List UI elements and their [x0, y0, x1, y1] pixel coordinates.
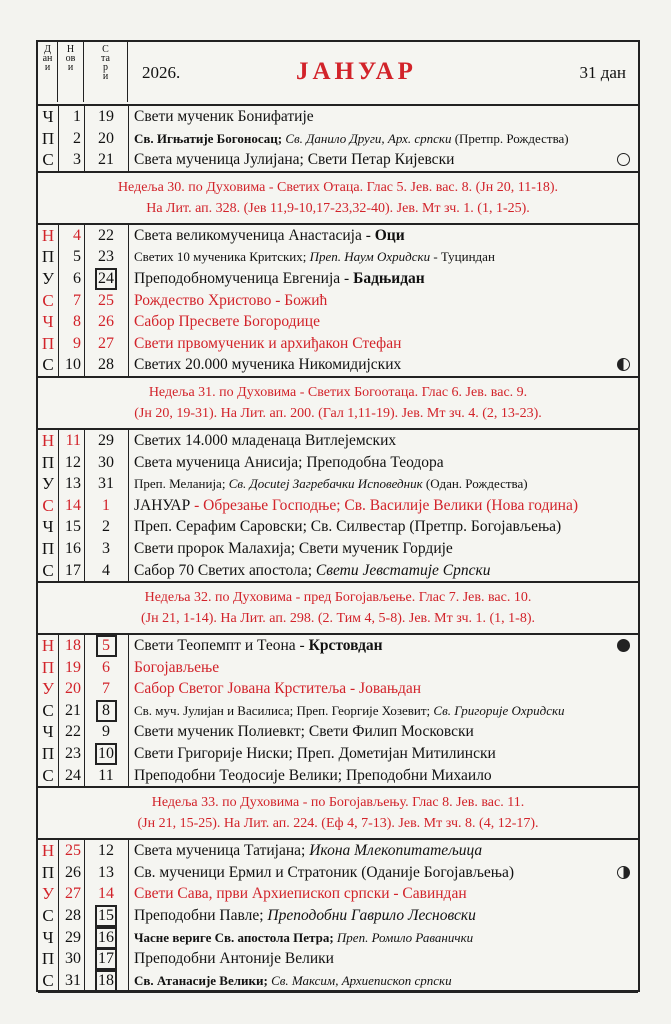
feast-text-part: Сабор Светог Јована Крститеља - Јовањдан	[134, 680, 422, 698]
moon-phase-full-icon	[617, 639, 630, 652]
feast-text	[134, 560, 612, 581]
feast-text	[134, 128, 612, 149]
feast-text	[134, 311, 612, 332]
new-calendar-date: 17	[65, 561, 81, 579]
old-calendar-date	[84, 452, 128, 473]
weekday-letter: С	[42, 765, 54, 785]
feast-text-part: Сабор Пресвете Богородице	[134, 313, 320, 331]
feast-text-part: Свети пророк Малахија; Свети мученик Гордије	[134, 539, 453, 557]
day-row	[38, 765, 638, 787]
old-date-value: 10	[95, 743, 117, 765]
calendar-header	[38, 42, 638, 106]
feast-text-part: Света мученица Анисија; Преподобна Теодора	[134, 453, 444, 471]
old-date-value: 3	[102, 539, 110, 557]
feast-text	[134, 743, 612, 764]
sunday-reading-line: На Лит. ап. 328. (Јев 11,9-10,17-23,32-40). Јев. Мт зч. 1. (1, 1-25).	[146, 200, 530, 216]
day-row	[38, 927, 638, 949]
weekday-letter: П	[41, 744, 55, 764]
feast-text-part: - Туциндан	[430, 249, 495, 265]
weekday-letter: Н	[41, 430, 55, 450]
old-date-value: 7	[102, 680, 110, 698]
weekday-letter: С	[42, 700, 54, 720]
feast-text-part: (Одан. Рождества)	[422, 476, 528, 492]
day-row	[38, 128, 638, 150]
old-date-value: 25	[98, 291, 114, 309]
feast-text-part: Св. Атанасије Велики;	[134, 972, 272, 988]
feast-text	[134, 452, 612, 473]
feast-text-part: Преп. Серафим Саровски; Св. Силвестар (Претпр. Богојављења)	[134, 518, 562, 536]
feast-text-part: Крстовдан	[308, 637, 383, 655]
feast-text-part: Преп. Меланија;	[134, 476, 229, 492]
old-date-value: 6	[102, 658, 110, 676]
weekday-letter: Ч	[42, 312, 54, 332]
new-calendar-date: 5	[73, 248, 81, 266]
day-row	[38, 862, 638, 884]
feast-text-part: Св. Данило Други, Арх. српски	[285, 130, 452, 146]
new-calendar-date: 12	[65, 453, 81, 471]
feast-text	[134, 333, 612, 354]
feast-text	[134, 149, 612, 170]
weekday-letter: Ч	[42, 722, 54, 742]
sunday-reading-line: Недеља 31. по Духовима - Светих Богоотаца. Глас 6. Јев. вас. 9.	[148, 384, 528, 400]
feast-text-part: Свети првомученик и архиђакон Стефан	[134, 334, 402, 352]
old-date-value: 26	[98, 313, 114, 331]
old-date-value: 16	[95, 927, 117, 949]
day-block	[38, 840, 638, 993]
feast-text-part: Часне вериге Св. апостола Петра;	[134, 929, 337, 945]
feast-text-part: Свети мученик Бонифатије	[134, 108, 314, 125]
new-calendar-date: 20	[65, 680, 81, 698]
feast-text-part: ЈАНУАР	[134, 496, 195, 514]
new-calendar-date: 16	[65, 539, 81, 557]
new-calendar-date: 25	[65, 842, 81, 860]
day-row	[38, 840, 638, 862]
old-date-value: 19	[98, 108, 114, 125]
old-calendar-date	[84, 657, 128, 678]
day-row	[38, 354, 638, 376]
day-block	[38, 635, 638, 788]
old-calendar-date	[84, 883, 128, 904]
feast-text-part: Оци	[374, 226, 405, 244]
feast-text-part: Св. Игњатије Богоносац;	[134, 130, 286, 146]
feast-text	[134, 635, 612, 656]
old-calendar-date	[84, 948, 128, 970]
feast-text	[134, 354, 612, 375]
weekday-letter: П	[41, 128, 55, 148]
new-calendar-date: 1	[73, 108, 81, 125]
feast-text	[134, 700, 612, 721]
old-date-value: 1	[102, 496, 110, 514]
weekday-letter: С	[42, 970, 54, 990]
day-block	[38, 225, 638, 378]
day-row	[38, 268, 638, 290]
moon-phase-first-icon	[617, 866, 630, 879]
weekday-letter: П	[41, 949, 55, 969]
day-row	[38, 311, 638, 333]
feast-text-part: Преподобни Антоније Велики	[134, 950, 334, 968]
new-calendar-date: 15	[65, 518, 81, 536]
old-date-value: 13	[98, 863, 114, 881]
old-calendar-date	[84, 927, 128, 949]
old-calendar-date	[84, 225, 128, 246]
old-date-value: 28	[98, 356, 114, 374]
new-calendar-date: 24	[65, 766, 81, 784]
feast-text	[134, 840, 612, 861]
feast-text	[134, 765, 612, 786]
feast-text-part: Св. Григорије Охридски	[433, 702, 565, 718]
old-date-value: 30	[98, 453, 114, 471]
feast-text-part: Свети Сава, први Архиепископ српски - Савиндан	[134, 885, 467, 903]
feast-text-part: Света великомученица Анастасија -	[134, 226, 375, 244]
day-row	[38, 225, 638, 247]
new-calendar-date: 10	[65, 356, 81, 374]
feast-text	[134, 225, 612, 246]
old-calendar-date	[84, 106, 128, 127]
old-calendar-date	[84, 311, 128, 332]
new-calendar-date: 7	[73, 291, 81, 309]
old-date-value: 20	[98, 129, 114, 147]
feast-text	[134, 290, 612, 311]
feast-text-part: Богојављење	[134, 658, 220, 676]
day-row	[38, 473, 638, 495]
col-old-label: Стари	[101, 44, 110, 82]
feast-text	[134, 905, 612, 926]
old-date-value: 5	[96, 635, 117, 657]
weekday-letter: У	[41, 679, 55, 699]
moon-phase-new-icon	[617, 153, 630, 166]
old-date-value: 21	[98, 151, 114, 169]
weekday-letter: П	[41, 657, 55, 677]
feast-text	[134, 538, 612, 559]
day-row	[38, 883, 638, 905]
sunday-reading-line: Недеља 30. по Духовима - Светих Отаца. Глас 5. Јев. вас. 8. (Јн 20, 11-18).	[117, 179, 559, 195]
feast-text-part: Преподобни Теодосије Велики; Преподобни Михаило	[134, 766, 492, 784]
feast-text	[134, 883, 612, 904]
sunday-reading-line: (Јн 20, 19-31). На Лит. ап. 200. (Гал 1,11-19). Јев. Мт зч. 4. (2, 13-23).	[134, 405, 542, 421]
old-date-value: 8	[96, 700, 117, 722]
sunday-reading	[38, 583, 638, 635]
sunday-reading-line: Недеља 33. по Духовима - по Богојављењу. Глас 8. Јев. вас. 11.	[151, 795, 525, 811]
moon-phase-last-icon	[617, 358, 630, 371]
new-calendar-date: 23	[65, 745, 81, 763]
weekday-letter: Н	[41, 225, 55, 245]
old-date-value: 24	[95, 268, 117, 290]
old-calendar-date	[84, 516, 128, 537]
feast-text-part: Света мученица Татијана;	[134, 842, 310, 860]
new-calendar-date: 22	[65, 723, 81, 741]
feast-text-part: Светих 14.000 младенаца Витлејемских	[134, 431, 397, 449]
day-row	[38, 560, 638, 582]
feast-text-part: Св. Досиtеј Загребачки Исповедник	[228, 476, 423, 492]
old-calendar-date	[84, 743, 128, 765]
col-days-header	[38, 42, 58, 102]
feast-text-part: Преподобни Павле;	[134, 907, 268, 925]
old-calendar-date	[84, 354, 128, 375]
day-row	[38, 333, 638, 355]
feast-text-part: Света мученица Јулијана; Свети Петар Кијевски	[134, 151, 455, 169]
new-calendar-date: 26	[65, 863, 81, 881]
weekday-letter: П	[41, 862, 55, 882]
feast-text-part: Св. Максим, Архиепископ српски	[271, 972, 452, 988]
feast-text	[134, 948, 612, 969]
weekday-letter: Н	[41, 841, 55, 861]
col-old-header	[84, 42, 128, 102]
col-days-label: Дани	[42, 44, 53, 73]
day-row	[38, 678, 638, 700]
day-row	[38, 149, 638, 171]
feast-text	[134, 268, 612, 289]
old-calendar-date	[84, 538, 128, 559]
feast-text-part: - Обрезање Господње; Св. Василије Велики (Нова година)	[194, 496, 578, 514]
weekday-letter: У	[41, 474, 55, 494]
old-calendar-date	[84, 862, 128, 883]
feast-text-part: Икона Млекопитатељица	[309, 842, 483, 860]
weekday-letter: Ч	[42, 517, 54, 537]
day-row	[38, 700, 638, 722]
feast-text-part: Преп. Наум Охридски	[309, 249, 431, 265]
old-calendar-date	[84, 128, 128, 149]
day-row	[38, 948, 638, 970]
feast-text	[134, 473, 612, 494]
feast-text	[134, 721, 612, 742]
old-calendar-date	[84, 840, 128, 861]
old-date-value: 29	[98, 431, 114, 449]
weekday-letter: У	[41, 268, 55, 288]
weekday-letter: Ч	[42, 107, 54, 126]
new-calendar-date: 8	[73, 313, 81, 331]
year-label: 2026.	[142, 63, 181, 82]
month-title: ЈАНУАР	[296, 58, 417, 85]
sunday-reading-line: (Јн 21, 1-14). На Лит. ап. 298. (2. Тим 4, 5-8). Јев. Мт зч. 1. (1, 1-8).	[141, 611, 535, 627]
day-row	[38, 970, 638, 992]
old-calendar-date	[84, 970, 128, 992]
new-calendar-date: 30	[65, 950, 81, 968]
old-calendar-date	[84, 678, 128, 699]
feast-text-part: Св. муч. Јулијан и Василиса; Преп. Георгије Хозевит;	[134, 702, 434, 718]
sunday-reading	[38, 173, 638, 225]
day-row	[38, 246, 638, 268]
old-calendar-date	[84, 905, 128, 927]
old-calendar-date	[84, 246, 128, 267]
old-date-value: 27	[98, 334, 114, 352]
old-date-value: 15	[95, 905, 117, 927]
day-row	[38, 106, 638, 128]
feast-text-part: Преподобномученица Евгенија -	[134, 269, 354, 287]
old-date-value: 31	[98, 475, 114, 493]
day-row	[38, 290, 638, 312]
old-calendar-date	[84, 635, 128, 657]
day-row	[38, 905, 638, 927]
new-calendar-date: 18	[65, 637, 81, 655]
feast-text-part: Светих 10 мученика Критских;	[134, 249, 310, 265]
feast-text	[134, 516, 612, 537]
old-date-value: 14	[98, 885, 114, 903]
old-calendar-date	[84, 765, 128, 786]
days-count: 31 дан	[579, 63, 626, 82]
new-calendar-date: 4	[73, 226, 81, 244]
old-date-value: 23	[98, 248, 114, 266]
weekday-letter: С	[42, 290, 54, 310]
old-date-value: 9	[102, 723, 110, 741]
old-calendar-date	[84, 333, 128, 354]
old-calendar-date	[84, 721, 128, 742]
day-row	[38, 430, 638, 452]
old-calendar-date	[84, 268, 128, 290]
old-calendar-date	[84, 149, 128, 170]
old-date-value: 18	[95, 970, 117, 992]
feast-text	[134, 927, 612, 948]
old-date-value: 12	[98, 842, 114, 860]
calendar-page	[36, 40, 640, 992]
old-date-value: 2	[102, 518, 110, 536]
feast-text-part: Свети Теопемпт и Теона -	[134, 637, 309, 655]
old-date-value: 11	[98, 766, 114, 784]
day-block	[38, 430, 638, 583]
feast-text	[134, 862, 612, 883]
feast-text-part: Свети мученик Полиевкт; Свети Филип Московски	[134, 723, 474, 741]
feast-text	[134, 430, 612, 451]
sunday-reading-line: (Јн 21, 15-25). На Лит. ап. 224. (Еф 4, 7-13). Јев. Мт зч. 8. (4, 12-17).	[137, 816, 539, 832]
weekday-letter: Ч	[42, 927, 54, 947]
feast-text-part: Светих 20.000 мученика Никомидијских	[134, 356, 402, 374]
feast-text	[134, 678, 612, 699]
new-calendar-date: 3	[73, 151, 81, 169]
day-row	[38, 495, 638, 517]
old-date-value: 17	[95, 948, 117, 970]
day-row	[38, 743, 638, 765]
weekday-letter: С	[42, 150, 54, 170]
old-calendar-date	[84, 290, 128, 311]
feast-text	[134, 970, 612, 991]
day-row	[38, 516, 638, 538]
new-calendar-date: 14	[65, 496, 81, 514]
weekday-letter: Н	[41, 636, 55, 656]
day-row	[38, 721, 638, 743]
new-calendar-date: 6	[73, 269, 81, 287]
weekday-letter: П	[41, 247, 55, 267]
feast-text-part: Бадњидан	[353, 269, 425, 287]
feast-text-part: Свети Григорије Ниски; Преп. Дометијан Митилински	[134, 745, 496, 763]
day-row	[38, 635, 638, 657]
new-calendar-date: 13	[65, 475, 81, 493]
feast-text	[134, 106, 612, 127]
feast-text	[134, 657, 612, 678]
weekday-letter: П	[41, 538, 55, 558]
old-calendar-date	[84, 560, 128, 581]
new-calendar-date: 11	[65, 431, 81, 449]
weekday-letter: У	[41, 884, 55, 904]
new-calendar-date: 28	[65, 907, 81, 925]
weekday-letter: С	[42, 355, 54, 375]
old-calendar-date	[84, 495, 128, 516]
weekday-letter: С	[42, 560, 54, 580]
sunday-reading	[38, 378, 638, 430]
day-row	[38, 452, 638, 474]
old-calendar-date	[84, 700, 128, 722]
feast-text-part: Рождество Христово - Божић	[134, 291, 328, 309]
day-row	[38, 538, 638, 560]
old-calendar-date	[84, 473, 128, 494]
new-calendar-date: 31	[65, 971, 81, 989]
feast-text-part: (Претпр. Рождества)	[451, 130, 569, 146]
feast-text-part: Преп. Ромило Раванички	[336, 929, 474, 945]
old-date-value: 4	[102, 561, 110, 579]
new-calendar-date: 27	[65, 885, 81, 903]
weekday-letter: П	[41, 452, 55, 472]
old-date-value: 22	[98, 226, 114, 244]
feast-text-part: Свети Јевстатије Српски	[315, 561, 491, 579]
feast-text-part: Сабор 70 Светих апостола;	[134, 561, 316, 579]
feast-text	[134, 495, 612, 516]
feast-text	[134, 246, 612, 267]
weekday-letter: С	[42, 906, 54, 926]
feast-text-part: Преподобни Гаврило Лесновски	[267, 907, 476, 925]
sunday-reading-line: Недеља 32. по Духовима - пред Богојављење. Глас 7. Јев. вас. 10.	[144, 590, 532, 606]
new-calendar-date: 9	[73, 334, 81, 352]
weekday-letter: С	[42, 495, 54, 515]
weekday-letter: П	[41, 333, 55, 353]
new-calendar-date: 29	[65, 928, 81, 946]
calendar-body	[38, 106, 638, 993]
sunday-reading	[38, 788, 638, 840]
new-calendar-date: 2	[73, 129, 81, 147]
col-new-label: Нови	[65, 44, 76, 73]
feast-text-part: Св. мученици Ермил и Стратоник (Оданије Богојављења)	[134, 863, 515, 881]
new-calendar-date: 21	[65, 701, 81, 719]
old-calendar-date	[84, 430, 128, 451]
day-row	[38, 657, 638, 679]
col-new-header	[58, 42, 84, 102]
day-block	[38, 106, 638, 173]
new-calendar-date: 19	[65, 658, 81, 676]
